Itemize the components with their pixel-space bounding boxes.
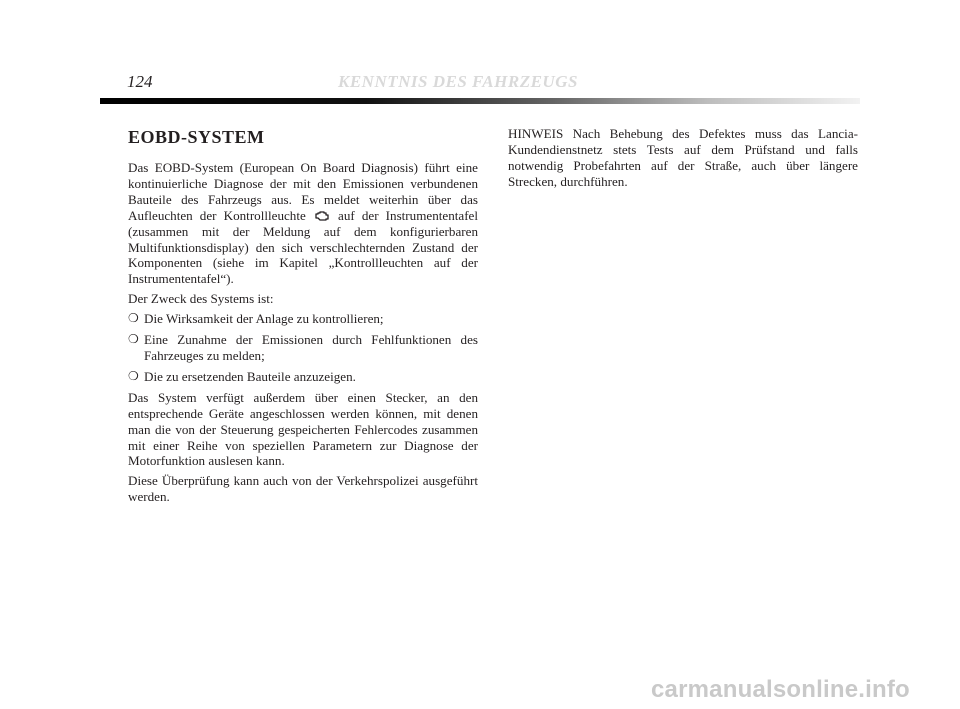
list-item-text: Die Wirksamkeit der Anlage zu kontrollieren; xyxy=(144,311,384,327)
list-item-text: Eine Zunahme der Emissionen durch Fehlfunktionen des Fahrzeuges zu melden; xyxy=(144,332,478,363)
header-rule xyxy=(100,98,860,104)
note-paragraph: HINWEIS Nach Behebung des Defektes muss das Lancia-Kundendienstnetz stets Tests auf dem Prüfstand und falls notwendig Probefahrten auf der Straße, auch über längere Strecken, durchführen. xyxy=(508,126,858,189)
intro-paragraph xyxy=(128,160,478,287)
page-number: 124 xyxy=(127,72,153,91)
running-title: KENNTNIS DES FAHRZEUGS xyxy=(338,72,578,91)
bullet-icon: ❍ xyxy=(128,332,139,347)
left-column xyxy=(128,126,478,509)
connector-paragraph: Das System verfügt außerdem über einen Stecker, an den entsprechende Geräte angeschlossen werden können, mit denen man die von der Steuerung gespeicherten Fehlercodes zusammen mit einer Reihe von speziellen Parametern zur Diagnose der Motorfunktion auslesen kann. xyxy=(128,389,478,469)
intro-text-after-icon: auf der Instrumententafel (zusammen mit der Meldung auf dem konfigurierbaren Multifunktionsdisplay) den sich verschlechternden Zustand der Komponenten (siehe im Kapitel „Kontrollleuchten auf der Instrumententafel“). xyxy=(128,207,479,287)
purpose-list xyxy=(128,311,478,385)
list-item xyxy=(128,311,478,327)
engine-warning-icon xyxy=(315,210,329,222)
list-item xyxy=(128,369,478,385)
section-heading: EOBD-SYSTEM xyxy=(128,127,265,147)
bullet-icon: ❍ xyxy=(128,311,139,326)
watermark: carmanualsonline.info xyxy=(651,676,910,703)
list-item-text: Die zu ersetzenden Bauteile anzuzeigen. xyxy=(144,368,356,384)
bullet-icon: ❍ xyxy=(128,368,139,383)
right-column xyxy=(508,126,858,194)
police-paragraph: Diese Überprüfung kann auch von der Verkehrspolizei ausgeführt werden. xyxy=(128,473,478,505)
purpose-lead: Der Zweck des Systems ist: xyxy=(128,291,274,307)
intro-text-before-icon: Das EOBD-System (European On Board Diagnosis) führt eine kontinuierliche Diagnose der mit den Emissionen verbundenen Bauteile des Fahrzeugs aus. Es meldet weiterhin über das Aufleuchten der Kontrollleuchte xyxy=(128,160,478,223)
list-item xyxy=(128,332,478,364)
